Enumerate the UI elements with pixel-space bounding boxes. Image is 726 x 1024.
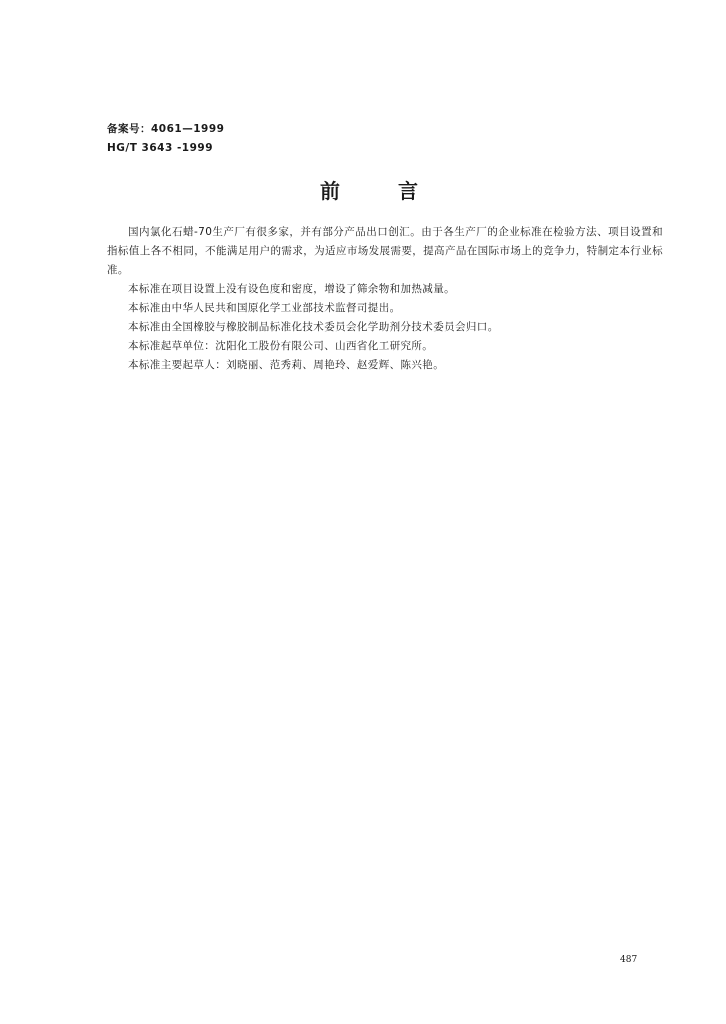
- paragraph-proposer: 本标准由中华人民共和国原化学工业部技术监督司提出。: [128, 302, 401, 314]
- standard-code: HG/T 3643 -1999: [107, 142, 214, 154]
- standard-meta: [107, 120, 224, 158]
- page-title: 前言: [320, 179, 476, 203]
- preface-body: [107, 223, 663, 375]
- page-number: 487: [620, 955, 638, 965]
- record-number: 备案号：4061—1999: [107, 123, 225, 135]
- paragraph-committee: 本标准由全国橡胶与橡胶制品标准化技术委员会化学助剂分技术委员会归口。: [128, 321, 499, 333]
- paragraph-drafters: 本标准主要起草人：刘晓丽、范秀莉、周艳玲、赵爱辉、陈兴艳。: [128, 359, 445, 371]
- paragraph-drafting-units: 本标准起草单位：沈阳化工股份有限公司、山西省化工研究所。: [128, 340, 434, 352]
- paragraph-items: 本标准在项目设置上没有设色度和密度，增设了筛余物和加热减量。: [128, 283, 455, 295]
- paragraph-background: 国内氯化石蜡-70生产厂有很多家，并有部分产品出口创汇。由于各生产厂的企业标准在检验方法、项目设置和指标值上各不相同，不能满足用户的需求，为适应市场发展需要，提高产品在国际市场上的竞争力，特制定本行业标准。: [107, 226, 663, 276]
